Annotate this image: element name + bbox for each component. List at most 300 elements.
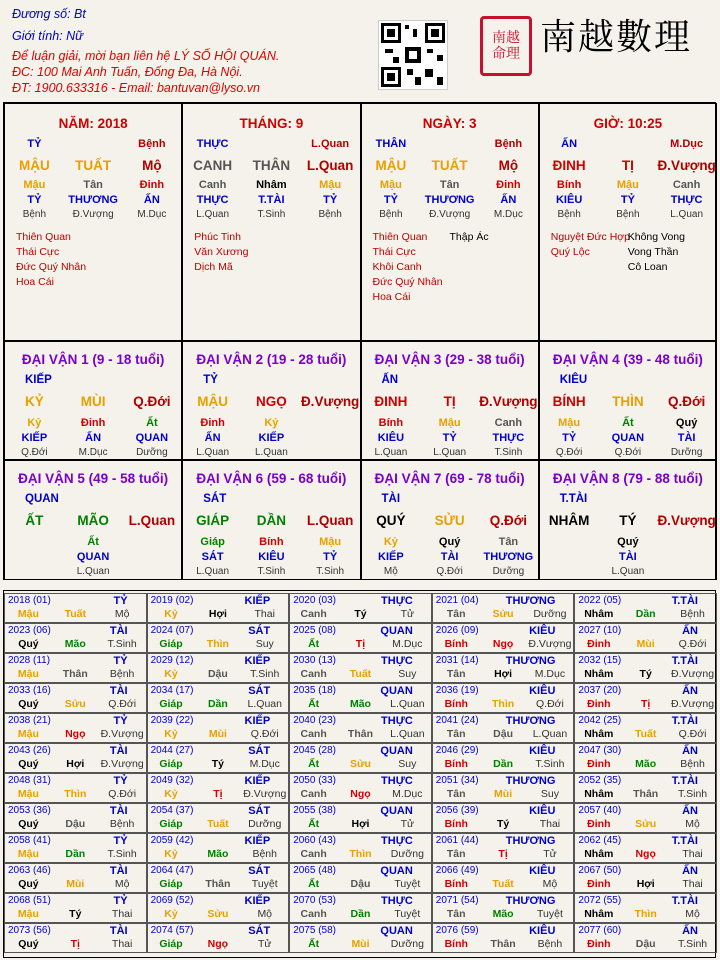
year-pillar-1: Tị <box>70 938 80 950</box>
star-item: Thập Ác <box>449 231 489 243</box>
year-pillar <box>575 728 716 740</box>
year-pillar-0: Giáp <box>159 818 183 830</box>
year-pillar-2: Q.Đới <box>108 698 137 710</box>
year-cell <box>4 683 147 713</box>
star-item: Vong Thần <box>627 246 679 258</box>
star-item: Dịch Mã <box>194 261 233 273</box>
pillar-hidden-stems-0: Bính <box>556 179 582 191</box>
year-pillar-0: Kỷ <box>164 908 178 920</box>
dai-van-hidden-2: Ất <box>146 417 158 429</box>
dai-van-can-chi-2: Đ.Vượng <box>300 394 360 409</box>
year-pillar-2: Mộ <box>114 608 130 620</box>
year-pillar-2: Thai <box>682 848 703 860</box>
year-rel: SÁT <box>248 685 271 697</box>
year-pillar-2: Bệnh <box>109 668 135 680</box>
pillar-hidden-rel-0: KIÊU <box>555 194 583 206</box>
dai-van-hidden-1: Ất <box>622 417 634 429</box>
dai-van-can-chi-1: MÃO <box>77 513 109 528</box>
dai-van-stage-2: Dưỡng <box>492 566 525 577</box>
year-label: 2056 (39) <box>435 805 479 816</box>
year-pillar-0: Đinh <box>587 938 611 950</box>
pillar-hidden-stage-2: Bệnh <box>318 209 342 220</box>
dai-van-stage-0: Q.Đới <box>21 447 48 458</box>
year-pillar-0: Quý <box>18 938 39 950</box>
year-label: 2046 (29) <box>435 745 479 756</box>
gioi-tinh: Giới tính: Nữ <box>12 29 84 43</box>
year-pillar-2: Suy <box>398 758 417 770</box>
dai-van-rel-2: THƯƠNG <box>483 551 534 563</box>
year-pillar-2: Bệnh <box>252 848 277 860</box>
dai-van-stage-1: L.Quan <box>76 566 110 577</box>
year-cell <box>432 833 575 863</box>
year-pillar-2: Đ.Vượng <box>100 758 144 770</box>
year-rel: KIÊU <box>529 685 556 697</box>
dai-van-stage-0: L.Quan <box>374 447 408 458</box>
dai-van-2 <box>182 341 360 460</box>
year-pillar-2: Bệnh <box>537 938 563 950</box>
dai-van-title: ĐẠI VẬN 2 (19 - 28 tuổi) <box>196 352 347 367</box>
year-pillar <box>5 848 146 860</box>
year-pillar-1: Ngọ <box>635 848 656 860</box>
year-pillar-1: Mão <box>207 848 229 860</box>
star-item: Không Vong <box>627 231 685 243</box>
contact-line-1: Để luận giải, mời bạn liên hệ LÝ SỐ HỘI QUÁN. <box>12 49 280 63</box>
year-rel: T.TÀI <box>671 655 698 667</box>
year-pillar-2: Mộ <box>114 878 130 890</box>
pillar-top-rel-1 <box>64 138 123 150</box>
year-rel: ẤN <box>682 745 698 757</box>
year-pillar-0: Giáp <box>159 878 183 890</box>
dai-van-rel <box>5 551 181 563</box>
year-rel: QUAN <box>380 685 413 697</box>
dai-van-hidden-0 <box>5 536 64 548</box>
year-label: 2059 (42) <box>150 835 194 846</box>
pillar-can-chi-1: TUẤT <box>431 158 468 173</box>
dai-van-can-chi-0: GIÁP <box>196 513 230 528</box>
year-rel: SÁT <box>248 925 271 937</box>
year-rel: TÀI <box>109 685 128 697</box>
year-pillar-2: Thai <box>111 908 133 920</box>
year-pillar-2: Tuyệt <box>537 908 563 920</box>
year-pillar-0: Quý <box>18 878 39 890</box>
year-pillar <box>433 758 574 770</box>
year-pillar-2: Tử <box>258 938 272 950</box>
year-pillar-0: Kỷ <box>164 608 178 620</box>
year-pillar-0: Quý <box>18 698 39 710</box>
dai-van-hidden-1: Bính <box>259 536 284 548</box>
dai-van-stage-0: L.Quan <box>196 566 230 577</box>
dai-van-hidden <box>362 536 538 548</box>
year-cell <box>574 833 717 863</box>
year-pillar <box>433 848 574 860</box>
dai-van-rel-2: TÀI <box>677 432 696 444</box>
pillar-hidden-stems <box>362 179 538 191</box>
dai-van-rel-1: KIẾP <box>258 432 285 444</box>
year-cell <box>432 683 575 713</box>
year-pillar-0: Đinh <box>587 638 611 650</box>
dai-van-title: ĐẠI VẬN 8 (79 - 88 tuổi) <box>552 471 703 486</box>
year-cell <box>574 743 717 773</box>
year-pillar <box>290 818 431 830</box>
pillar-hidden-rel-1: THƯƠNG <box>68 194 118 206</box>
dai-van-can-chi <box>183 513 359 528</box>
year-pillar-1: Dần <box>635 608 656 620</box>
year-pillar-1: Dần <box>350 908 371 920</box>
pillar-stars <box>16 230 86 290</box>
year-pillar <box>433 818 574 830</box>
star-item: Hoa Cái <box>372 291 411 303</box>
year-pillar-1: Hợi <box>636 878 655 890</box>
year-pillar-0: Ất <box>308 758 320 770</box>
year-label: 2054 (37) <box>150 805 194 816</box>
pillar-title: NĂM: 2018 <box>58 116 128 131</box>
year-pillar-0: Tân <box>446 728 466 740</box>
year-pillar-1: Tý <box>69 908 82 920</box>
year-rel: ẤN <box>682 805 698 817</box>
year-pillar-1: Thân <box>347 728 374 740</box>
year-pillar <box>5 668 146 680</box>
dai-van-stage-0 <box>540 566 599 577</box>
year-label: 2048 (31) <box>8 775 51 786</box>
year-cell <box>432 863 575 893</box>
year-cell <box>4 773 147 803</box>
year-rel: T.TÀI <box>671 835 698 847</box>
pillar-hidden-stems-0: Canh <box>198 179 227 191</box>
year-pillar <box>148 938 289 950</box>
year-rel: KIẾP <box>244 895 271 907</box>
year-pillar-1: Tuất <box>634 728 657 740</box>
year-pillar-0: Bính <box>444 878 468 890</box>
year-pillar-2: Tuyệt <box>251 878 278 890</box>
year-pillar-2: Q.Đới <box>678 638 707 650</box>
year-rel: THỰC <box>381 655 413 667</box>
year-label: 2028 (11) <box>8 655 51 666</box>
dai-van-stage-2 <box>657 566 716 577</box>
year-label: 2029 (12) <box>150 655 194 666</box>
year-cell <box>574 593 717 623</box>
year-rel: TỶ <box>113 775 128 787</box>
year-rel: QUAN <box>380 745 413 757</box>
year-pillar-1: Thân <box>205 878 231 890</box>
dai-van-stage <box>362 447 538 458</box>
year-pillar-1: Mùi <box>494 788 513 800</box>
year-pillar-1: Thìn <box>349 848 372 860</box>
year-pillar-1: Tị <box>213 788 223 800</box>
dai-van-stage-1: M.Dục <box>78 447 108 458</box>
pillar-hidden-stage-2: L.Quan <box>670 209 704 220</box>
pillar-title: NGÀY: 3 <box>422 116 477 131</box>
year-pillar-2: Suy <box>255 638 274 650</box>
year-rel: TỶ <box>113 655 128 667</box>
star-item: Nguyệt Đức Hợp <box>550 231 631 243</box>
dai-van-rel-1: QUAN <box>611 432 645 444</box>
year-pillar <box>5 788 146 800</box>
pillar-stars <box>194 230 248 275</box>
year-cell <box>4 713 147 743</box>
year-pillar-2: L.Quan <box>390 728 425 740</box>
dai-van-can-chi-0: QUÝ <box>376 513 406 528</box>
year-label: 2051 (34) <box>435 775 479 786</box>
pillar-hidden-stems-0: Mậu <box>23 179 46 191</box>
year-rel: KIÊU <box>529 865 556 877</box>
year-cell <box>147 653 290 683</box>
dai-van-title: ĐẠI VẬN 1 (9 - 18 tuổi) <box>21 352 165 367</box>
star-item: Cô Loan <box>627 261 668 273</box>
year-label: 2019 (02) <box>150 595 194 606</box>
dai-van-can-chi-2: L.Quan <box>128 513 176 528</box>
dai-van-hidden-0: Kỷ <box>383 536 398 548</box>
dai-van-stage-0: Q.Đới <box>555 447 583 458</box>
year-pillar-2: Q.Đới <box>108 788 137 800</box>
year-pillar-1: Tị <box>641 698 651 710</box>
year-cell <box>574 863 717 893</box>
pillar-stars-2 <box>628 230 685 275</box>
pillar-hidden-stage-2: M.Dục <box>493 209 523 220</box>
dai-van-hidden-1: Kỷ <box>264 417 279 429</box>
year-pillar <box>148 848 289 860</box>
dai-van-stage-2 <box>301 447 360 458</box>
year-rel: QUAN <box>380 925 413 937</box>
dai-van-rel-1: TỶ <box>442 432 457 444</box>
year-pillar <box>433 908 574 920</box>
year-cell <box>432 923 575 953</box>
year-pillar-2: Đ.Vượng <box>243 788 287 800</box>
year-label: 2066 (49) <box>435 865 479 876</box>
dai-van-stage-1: T.Sinh <box>257 566 286 577</box>
year-label: 2024 (07) <box>150 625 194 636</box>
year-label: 2035 (18) <box>293 685 336 696</box>
year-pillar-0: Đinh <box>587 818 611 830</box>
year-pillar-0: Giáp <box>159 758 183 770</box>
year-pillar-1: Ngọ <box>65 728 86 740</box>
year-label: 2039 (22) <box>150 715 194 726</box>
year-pillar-1: Tý <box>211 758 225 770</box>
dai-van-rel-2: QUAN <box>135 432 169 444</box>
year-pillar-0: Quý <box>18 818 39 830</box>
dai-van-stage <box>540 447 716 458</box>
year-pillar-2: M.Dục <box>392 638 423 650</box>
pillar-hidden-stems-1: Tân <box>439 179 460 191</box>
year-rel: TỶ <box>113 715 128 727</box>
year-pillar-0: Kỷ <box>164 848 178 860</box>
year-label: 2023 (06) <box>8 625 51 636</box>
chart-grid <box>3 102 716 580</box>
year-pillar-0: Mậu <box>17 728 39 740</box>
year-rel: TỶ <box>113 595 128 607</box>
dai-van-stage <box>183 566 359 577</box>
year-pillar-1: Mão <box>349 698 371 710</box>
year-pillar <box>5 818 146 830</box>
year-cell <box>4 863 147 893</box>
year-cell <box>147 593 290 623</box>
star-item: Hoa Cái <box>16 276 54 288</box>
year-label: 2076 (59) <box>435 925 479 936</box>
dai-van-3 <box>361 341 539 460</box>
dai-van-can-chi <box>540 394 716 409</box>
dai-van-rel <box>183 551 359 563</box>
year-rel: THƯƠNG <box>505 595 556 607</box>
year-label: 2072 (55) <box>578 895 622 906</box>
year-pillar-1: Dậu <box>635 938 656 950</box>
year-rel: TÀI <box>109 745 128 757</box>
dai-van-8 <box>539 460 717 580</box>
year-label: 2071 (54) <box>435 895 479 906</box>
pillar-hidden-stems <box>183 179 359 191</box>
dai-van-stage <box>5 447 181 458</box>
year-cell <box>147 923 290 953</box>
year-rel: KIÊU <box>529 925 556 937</box>
pillar-can-chi-2: Mộ <box>498 158 519 173</box>
year-rel: ẤN <box>682 925 698 937</box>
year-cell <box>574 773 717 803</box>
dai-van-rel-0: SÁT <box>201 551 224 563</box>
year-pillar-1: Hợi <box>208 608 227 620</box>
year-pillar-0: Đinh <box>587 878 611 890</box>
year-label: 2042 (25) <box>578 715 622 726</box>
pillar-hidden-stage-0: Bệnh <box>22 209 47 220</box>
year-pillar-0: Tân <box>446 788 466 800</box>
pillar-hidden-rel-1: TỶ <box>620 194 635 206</box>
year-pillar-2: Tử <box>400 818 415 830</box>
pillar-hidden-stage-1: T.Sinh <box>257 209 286 220</box>
dai-van-can-chi <box>540 513 716 528</box>
year-cell <box>4 593 147 623</box>
year-pillar-1: Thìn <box>634 908 657 920</box>
dai-van-title: ĐẠI VẬN 5 (49 - 58 tuổi) <box>18 471 169 486</box>
year-pillar <box>433 638 574 650</box>
year-label: 2031 (14) <box>435 655 479 666</box>
dai-van-top-rel: KIẾP <box>25 374 52 386</box>
dai-van-stage-2 <box>123 566 182 577</box>
year-pillar-2: Dưỡng <box>390 848 424 860</box>
year-cell <box>289 713 432 743</box>
dai-van-rel-0: TỶ <box>562 432 577 444</box>
star-item: Thái Cực <box>372 246 416 258</box>
year-pillar-2: Tử <box>400 608 415 620</box>
dai-van-rel-1: TÀI <box>440 551 459 563</box>
pillar-hidden-rel-1: T.TÀI <box>258 194 285 206</box>
year-pillar-1: Tý <box>496 818 510 830</box>
dai-van-rel <box>362 432 538 444</box>
dai-van-stage <box>183 447 359 458</box>
year-rel: ẤN <box>682 625 698 637</box>
year-rel: QUAN <box>380 865 413 877</box>
dai-van-rel-0: KIẾP <box>378 551 404 563</box>
year-pillar <box>575 668 716 680</box>
dai-van-rel-1: ẤN <box>85 432 102 444</box>
year-pillar <box>148 728 289 740</box>
pillar-can-chi <box>362 158 538 173</box>
year-pillar-1: Ngọ <box>350 788 371 800</box>
year-pillar-2: Q.Đới <box>536 698 564 710</box>
year-pillar-0: Tân <box>446 908 466 920</box>
dai-van-rel <box>540 551 716 563</box>
dai-van-rel <box>540 432 716 444</box>
dai-van-hidden-1: Quý <box>617 536 639 548</box>
dai-van-can-chi-2: Đ.Vượng <box>479 394 538 409</box>
year-pillar-0: Mậu <box>17 788 39 800</box>
dai-van-can-chi-1: MÙI <box>80 394 106 409</box>
star-item: Đức Quý Nhân <box>372 276 443 288</box>
year-cell <box>147 863 290 893</box>
year-pillar-1: Dần <box>65 848 86 860</box>
dai-van-hidden-0: Bính <box>378 417 404 429</box>
year-pillar-1: Hợi <box>66 758 85 770</box>
year-label: 2036 (19) <box>435 685 479 696</box>
year-pillar-2: T.Sinh <box>677 938 708 950</box>
year-pillar-1: Tuất <box>492 878 514 890</box>
year-rel: T.TÀI <box>671 895 698 907</box>
year-pillar-2: Tuyệt <box>394 878 421 890</box>
year-pillar-0: Bính <box>444 638 468 650</box>
year-pillar-1: Sửu <box>349 758 371 770</box>
year-pillar <box>575 908 716 920</box>
dai-van-stage-0 <box>5 566 64 577</box>
year-cell <box>147 893 290 923</box>
dai-van-hidden <box>540 417 716 429</box>
pillar-hidden-rel <box>183 194 359 206</box>
year-rel: ẤN <box>682 685 698 697</box>
year-cell <box>4 653 147 683</box>
year-pillar-2: L.Quan <box>247 698 282 710</box>
dai-van-can-chi-1: NGỌ <box>255 394 287 409</box>
year-pillar <box>575 818 716 830</box>
pillar-can-chi-2: Đ.Vượng <box>657 158 716 173</box>
dai-van-can-chi-2: Q.Đới <box>667 394 706 409</box>
dai-van-top-rel: QUAN <box>25 493 59 505</box>
dai-van-can-chi-0: ẤT <box>25 513 44 528</box>
dai-van-hidden-2: Tân <box>498 536 519 548</box>
dai-van-top-rel: ẤN <box>381 374 399 386</box>
year-pillar-0: Bính <box>444 698 468 710</box>
year-pillar-0: Canh <box>300 668 327 680</box>
year-label: 2075 (58) <box>293 925 336 936</box>
year-pillar-1: Thìn <box>206 638 229 650</box>
year-pillar-2: T.Sinh <box>107 638 137 650</box>
year-rel: KIẾP <box>244 715 271 727</box>
year-cell <box>289 923 432 953</box>
seal-stamp: 南越命理 <box>480 16 532 76</box>
pillar-3 <box>361 103 539 341</box>
year-pillar-0: Kỷ <box>164 788 178 800</box>
year-pillar <box>148 608 289 620</box>
year-cell <box>574 623 717 653</box>
year-rel: SÁT <box>248 745 271 757</box>
dai-van-stage-0: L.Quan <box>196 447 230 458</box>
pillar-hidden-rel-1: THƯƠNG <box>424 194 475 206</box>
dai-van-hidden-0: Kỷ <box>27 417 42 429</box>
dai-van-can-chi-1: SỬU <box>434 513 465 528</box>
year-pillar <box>433 668 574 680</box>
year-pillar <box>433 608 574 620</box>
pillar-hidden-stage <box>183 209 359 220</box>
year-pillar-2: Thai <box>539 818 561 830</box>
year-rel: THỰC <box>381 835 413 847</box>
year-cell <box>147 743 290 773</box>
year-cell <box>574 683 717 713</box>
year-pillar-2: Suy <box>540 788 559 800</box>
year-pillar-2: Mộ <box>685 908 700 920</box>
year-pillar-2: Mộ <box>257 908 273 920</box>
year-cell <box>574 653 717 683</box>
pillar-hidden-stage-2: M.Dục <box>137 209 167 220</box>
year-cell <box>4 923 147 953</box>
year-label: 2077 (60) <box>578 925 622 936</box>
pillar-hidden-stems-2: Mậu <box>319 179 342 191</box>
dai-van-can-chi-0: ĐINH <box>374 394 408 409</box>
dai-van-rel-1: KIÊU <box>258 551 285 563</box>
year-pillar-0: Mậu <box>17 608 39 620</box>
